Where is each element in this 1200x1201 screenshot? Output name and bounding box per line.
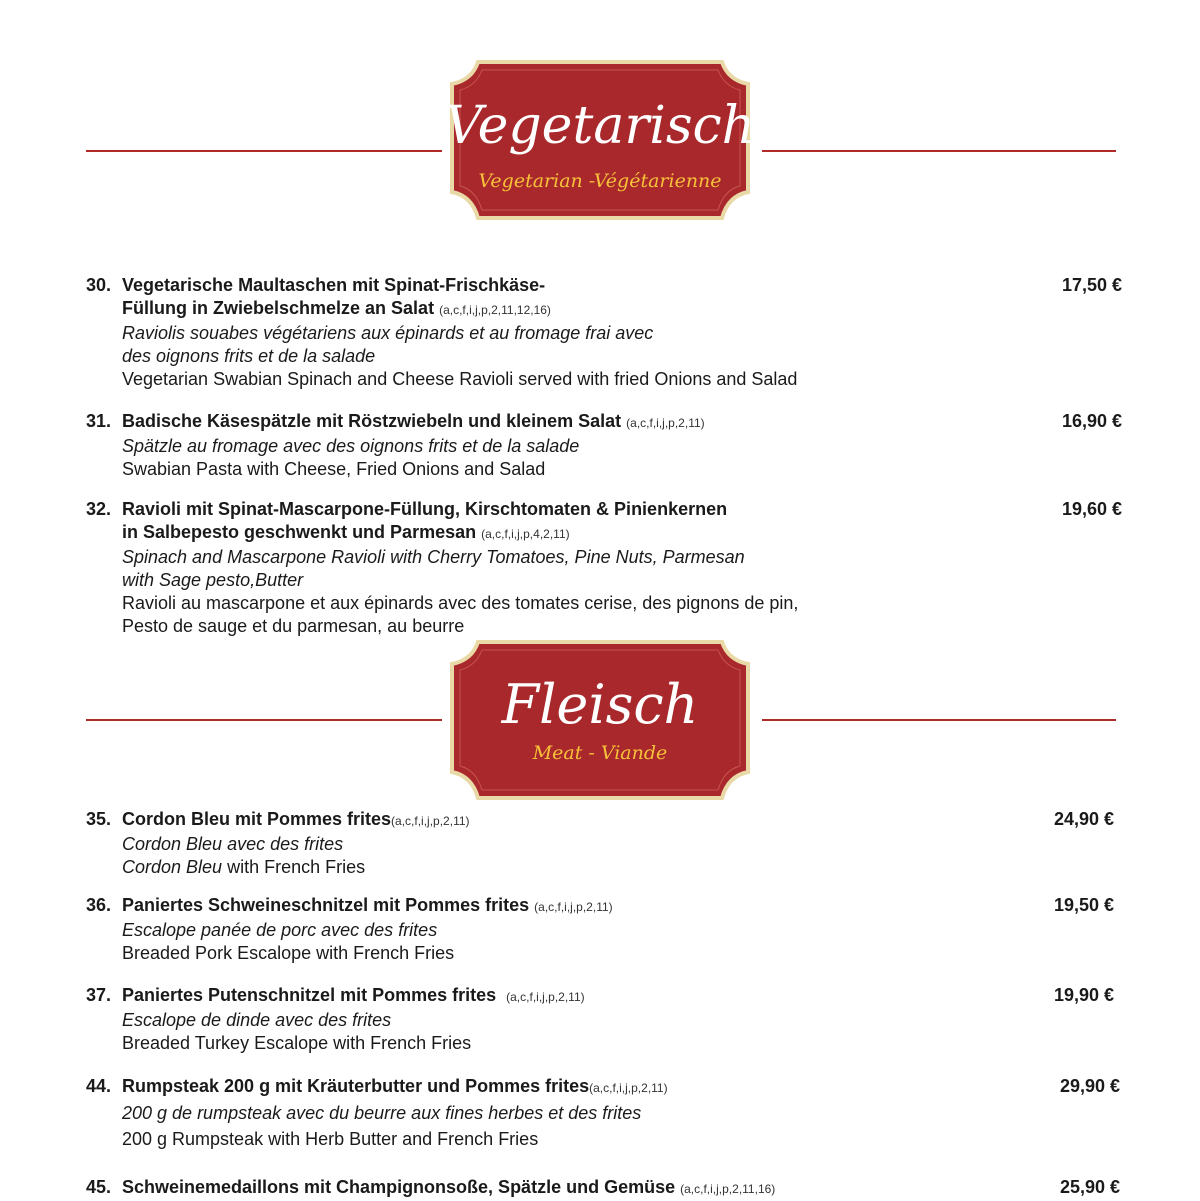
item-title: Ravioli mit Spinat-Mascarpone-Füllung, Kirschtomaten & Pinienkernen <box>122 499 728 519</box>
item-number: 30. <box>86 275 112 295</box>
item-desc-french: 200 g de rumpsteak avec du beurre aux fines herbes et des frites <box>122 1103 642 1123</box>
item-desc-english: Breaded Turkey Escalope with French Fries <box>122 1033 472 1053</box>
item-title: Badische Käsespätzle mit Röstzwiebeln und kleinem Salat <box>122 411 622 431</box>
section-rule-right <box>762 150 1116 152</box>
item-title-line <box>122 1075 1022 1100</box>
item-title: Rumpsteak 200 g mit Kräuterbutter und Pommes frites <box>122 1076 590 1096</box>
item-body <box>122 1176 1022 1201</box>
item-price: 19,90 € <box>1053 985 1114 1005</box>
allergen-codes: (a,c,f,i,j,p,2,11) <box>506 990 585 1004</box>
menu-item-35 <box>86 808 1114 878</box>
item-body <box>122 808 1022 879</box>
item-body <box>122 410 1022 481</box>
item-title-line <box>122 984 1022 1009</box>
item-desc-english: Swabian Pasta with Cheese, Fried Onions and Salad <box>122 459 546 479</box>
allergen-codes: (a,c,f,i,j,p,2,11) <box>391 814 470 828</box>
section-rule-left <box>86 719 442 721</box>
item-title: in Salbepesto geschwenkt und Parmesan <box>122 522 477 542</box>
item-title-line2 <box>122 521 1022 546</box>
item-desc-french: Raviolis souabes végétariens aux épinards et au fromage frai avec <box>122 323 654 343</box>
allergen-codes: (a,c,f,i,j,p,4,2,11) <box>481 527 570 541</box>
allergen-codes: (a,c,f,i,j,p,2,11) <box>626 416 705 430</box>
item-number: 31. <box>86 411 112 431</box>
item-desc-english: 200 g Rumpsteak with Herb Butter and French Fries <box>122 1129 539 1149</box>
section-heading: Fleisch <box>501 673 699 736</box>
item-body <box>122 274 1022 391</box>
item-desc-french: Spätzle au fromage avec des oignons frits et de la salade <box>122 436 580 456</box>
item-price: 17,50 € <box>1061 275 1122 295</box>
section-subheading: Meat - Viande <box>532 742 668 764</box>
section-badge-fleisch <box>442 638 758 808</box>
item-desc-english: Spinach and Mascarpone Ravioli with Cherry Tomatoes, Pine Nuts, Parmesan <box>122 547 745 567</box>
menu-item-37 <box>86 984 1114 1054</box>
item-desc-french: Ravioli au mascarpone et aux épinards avec des tomates cerise, des pignons de pin, <box>122 593 799 613</box>
section-badge-vegetarisch <box>442 58 758 228</box>
item-desc-french: Pesto de sauge et du parmesan, au beurre <box>122 616 465 636</box>
menu-item-44 <box>86 1075 1120 1151</box>
item-desc-english <box>122 856 1022 879</box>
allergen-codes: (a,c,f,i,j,p,2,11,12,16) <box>439 303 551 317</box>
menu-item-31 <box>86 410 1122 480</box>
item-title-line <box>122 1176 1022 1201</box>
menu-item-36 <box>86 894 1114 964</box>
item-number: 32. <box>86 499 112 519</box>
item-price: 19,60 € <box>1061 499 1122 519</box>
menu-item-32 <box>86 498 1122 638</box>
item-body <box>122 498 1022 638</box>
item-desc-english: with Sage pesto,Butter <box>122 570 304 590</box>
item-title-line <box>122 808 1022 833</box>
item-title: Schweinemedaillons mit Champignonsoße, Spätzle und Gemüse <box>122 1177 676 1197</box>
item-number: 44. <box>86 1076 112 1096</box>
item-desc-french: des oignons frits et de la salade <box>122 346 376 366</box>
item-desc-english: Breaded Pork Escalope with French Fries <box>122 943 455 963</box>
item-title-line2 <box>122 297 1022 322</box>
item-title: Cordon Bleu mit Pommes frites <box>122 809 392 829</box>
item-desc-plain-part: with French Fries <box>222 857 366 877</box>
item-number: 45. <box>86 1177 112 1197</box>
section-subheading: Vegetarian -Végétarienne <box>478 170 722 192</box>
allergen-codes: (a,c,f,i,j,p,2,11) <box>589 1081 668 1095</box>
allergen-codes: (a,c,f,i,j,p,2,11,16) <box>680 1182 776 1196</box>
item-title-line <box>122 894 1022 919</box>
allergen-codes: (a,c,f,i,j,p,2,11) <box>534 900 613 914</box>
section-heading: Vegetarisch <box>444 96 756 156</box>
section-rule-right <box>762 719 1116 721</box>
item-desc-french: Escalope de dinde avec des frites <box>122 1010 392 1030</box>
item-title-line <box>122 410 1022 435</box>
item-desc-french: Escalope panée de porc avec des frites <box>122 920 438 940</box>
item-number: 37. <box>86 985 112 1005</box>
item-price: 16,90 € <box>1061 411 1122 431</box>
item-body <box>122 1075 1022 1152</box>
item-price: 25,90 € <box>1059 1177 1120 1197</box>
item-title: Füllung in Zwiebelschmelze an Salat <box>122 298 435 318</box>
item-desc-english: Vegetarian Swabian Spinach and Cheese Ravioli served with fried Onions and Salad <box>122 369 798 389</box>
item-title: Paniertes Schweineschnitzel mit Pommes frites <box>122 895 530 915</box>
item-number: 35. <box>86 809 112 829</box>
section-rule-left <box>86 150 442 152</box>
item-title: Paniertes Putenschnitzel mit Pommes frites <box>122 985 497 1005</box>
item-desc-french: Cordon Bleu avec des frites <box>122 834 344 854</box>
item-body <box>122 894 1022 965</box>
item-title: Vegetarische Maultaschen mit Spinat-Frischkäse- <box>122 275 546 295</box>
item-price: 29,90 € <box>1059 1076 1120 1096</box>
item-price: 24,90 € <box>1053 809 1114 829</box>
menu-item-30 <box>86 274 1122 390</box>
item-body <box>122 984 1022 1055</box>
item-desc-italic-part: Cordon Bleu <box>122 857 223 877</box>
menu-item-45 <box>86 1176 1120 1200</box>
item-price: 19,50 € <box>1053 895 1114 915</box>
item-number: 36. <box>86 895 112 915</box>
